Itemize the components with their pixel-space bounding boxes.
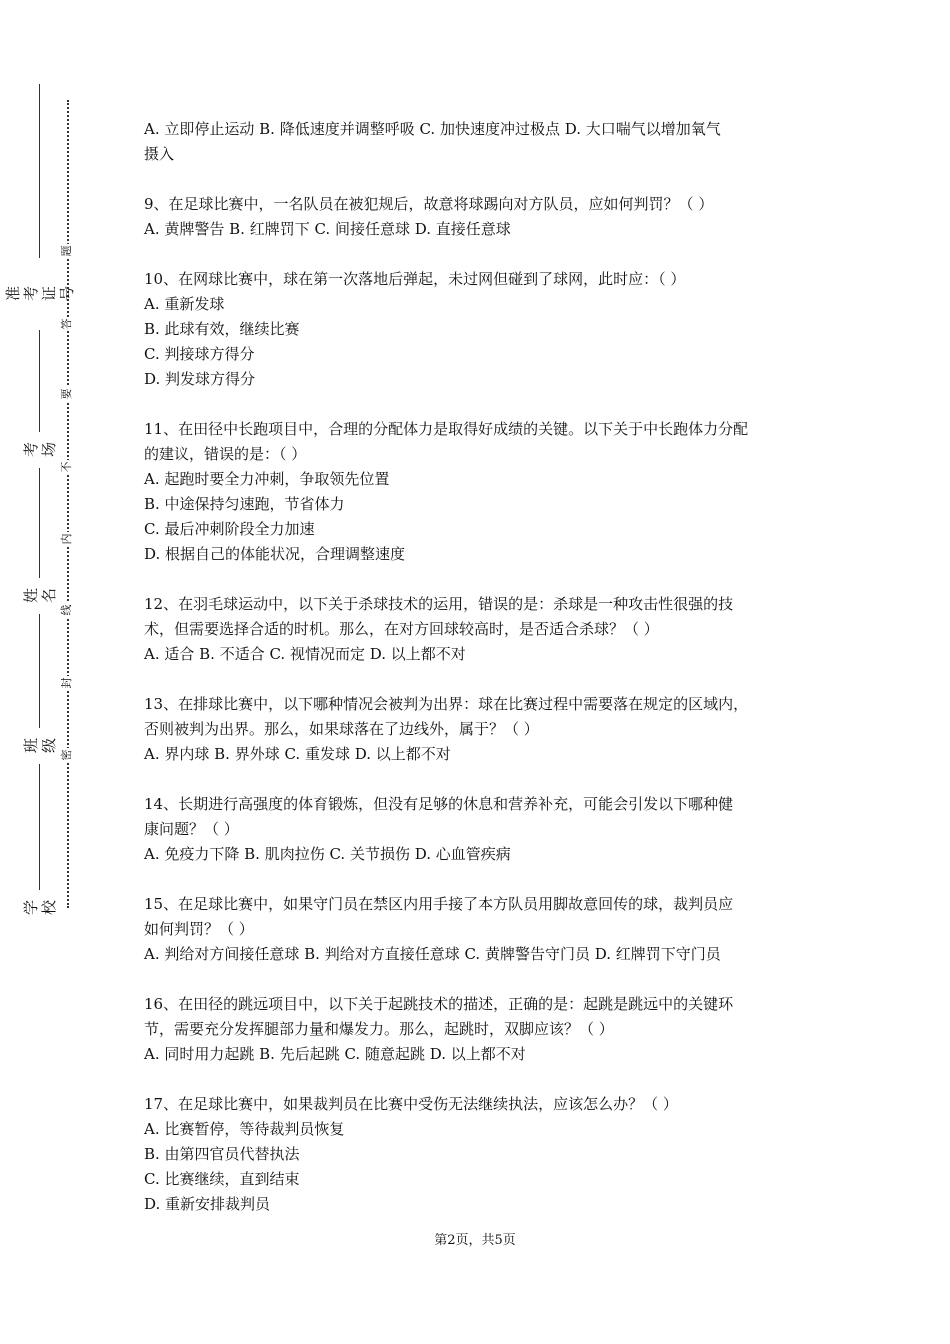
option-a: A. 比赛暂停，等待裁判员恢复 — [144, 1120, 345, 1138]
page-number: 第2页，共5页 — [434, 1233, 516, 1248]
question-stem: 11、在田径中长跑项目中，合理的分配体力是取得好成绩的关键。以下关于中长跑体力分配 — [144, 420, 749, 438]
name-label: 姓名 — [33, 578, 47, 614]
question-stem: 康问题？（ ） — [144, 820, 239, 838]
question-options: A. 判给对方间接任意球 B. 判给对方直接任意球 C. 黄牌警告守门员 D. 红牌罚下守门员 — [144, 945, 721, 963]
seal-char: 封 — [60, 677, 73, 689]
seal-char: 不 — [60, 461, 73, 473]
question-stem: 9、在足球比赛中，一名队员在被犯规后，故意将球踢向对方队员，应如何判罚？（ ） — [144, 195, 714, 213]
question-stem: 12、在羽毛球运动中，以下关于杀球技术的运用，错误的是：杀球是一种攻击性很强的技 — [144, 595, 734, 613]
question-line: A. 立即停止运动 B. 降低速度并调整呼吸 C. 加快速度冲过极点 D. 大口喘气以增加氧气 — [144, 120, 721, 138]
class-label: 班级 — [33, 728, 47, 764]
option-b: B. 此球有效，继续比赛 — [144, 320, 300, 338]
question-13 — [144, 692, 824, 767]
question-15 — [144, 892, 824, 967]
binding-solid-line — [39, 84, 40, 924]
question-stem: 术，但需要选择合适的时机。那么，在对方回球较高时，是否适合杀球？（ ） — [144, 620, 659, 638]
question-stem: 17、在足球比赛中，如果裁判员在比赛中受伤无法继续执法，应该怎么办？（ ） — [144, 1095, 678, 1113]
question-8-options — [144, 117, 824, 167]
question-17 — [144, 1092, 824, 1217]
question-14 — [144, 792, 824, 867]
question-10 — [144, 267, 824, 392]
question-line: 摄入 — [144, 145, 175, 163]
question-options: A. 界内球 B. 界外球 C. 重发球 D. 以上都不对 — [144, 745, 451, 763]
question-16 — [144, 992, 824, 1067]
question-9 — [144, 192, 824, 242]
question-stem: 14、长期进行高强度的体育锻炼，但没有足够的休息和营养补充，可能会引发以下哪种健 — [144, 795, 734, 813]
question-list — [144, 117, 824, 1242]
question-stem: 的建议，错误的是：（ ） — [144, 445, 307, 463]
option-d: D. 根据自己的体能状况，合理调整速度 — [144, 545, 406, 563]
option-a: A. 重新发球 — [144, 295, 225, 313]
option-a: A. 起跑时要全力冲刺，争取领先位置 — [144, 470, 390, 488]
seal-char: 题 — [60, 245, 73, 257]
question-stem: 13、在排球比赛中，以下哪种情况会被判为出界：球在比赛过程中需要落在规定的区域内， — [144, 695, 749, 713]
question-stem: 10、在网球比赛中，球在第一次落地后弹起，未过网但碰到了球网，此时应：（ ） — [144, 270, 686, 288]
option-c: C. 判接球方得分 — [144, 345, 255, 363]
question-stem: 如何判罚？（ ） — [144, 920, 254, 938]
option-d: D. 重新安排裁判员 — [144, 1195, 271, 1213]
question-stem: 否则被判为出界。那么，如果球落在了边线外，属于？（ ） — [144, 720, 539, 738]
option-c: C. 比赛继续，直到结束 — [144, 1170, 300, 1188]
question-options: A. 免疫力下降 B. 肌肉拉伤 C. 关节损伤 D. 心血管疾病 — [144, 845, 511, 863]
seal-char: 内 — [60, 533, 73, 545]
question-options: A. 同时用力起跳 B. 先后起跳 C. 随意起跳 D. 以上都不对 — [144, 1045, 526, 1063]
option-b: B. 中途保持匀速跑，节省体力 — [144, 495, 345, 513]
seal-char: 要 — [60, 388, 73, 400]
question-options: A. 适合 B. 不适合 C. 视情况而定 D. 以上都不对 — [144, 645, 466, 663]
exam-number-label: 准考证号 — [33, 258, 47, 330]
seal-char: 密 — [60, 749, 73, 761]
question-11 — [144, 417, 824, 567]
question-options: A. 黄牌警告 B. 红牌罚下 C. 间接任意球 D. 直接任意球 — [144, 220, 511, 238]
question-12 — [144, 592, 824, 667]
seal-dotted-line — [67, 100, 69, 908]
school-label: 学校 — [33, 890, 47, 926]
seal-char: 答 — [60, 318, 73, 330]
option-b: B. 由第四官员代替执法 — [144, 1145, 300, 1163]
option-c: C. 最后冲刺阶段全力加速 — [144, 520, 315, 538]
seal-char: 线 — [60, 604, 73, 616]
question-stem: 16、在田径的跳远项目中，以下关于起跳技术的描述，正确的是：起跳是跳远中的关键环 — [144, 995, 734, 1013]
exam-room-label: 考场 — [33, 432, 47, 468]
question-stem: 15、在足球比赛中，如果守门员在禁区内用手接了本方队员用脚故意回传的球，裁判员应 — [144, 895, 734, 913]
option-d: D. 判发球方得分 — [144, 370, 256, 388]
binding-margin — [0, 0, 120, 1344]
question-stem: 节，需要充分发挥腿部力量和爆发力。那么，起跳时，双脚应该？（ ） — [144, 1020, 614, 1038]
